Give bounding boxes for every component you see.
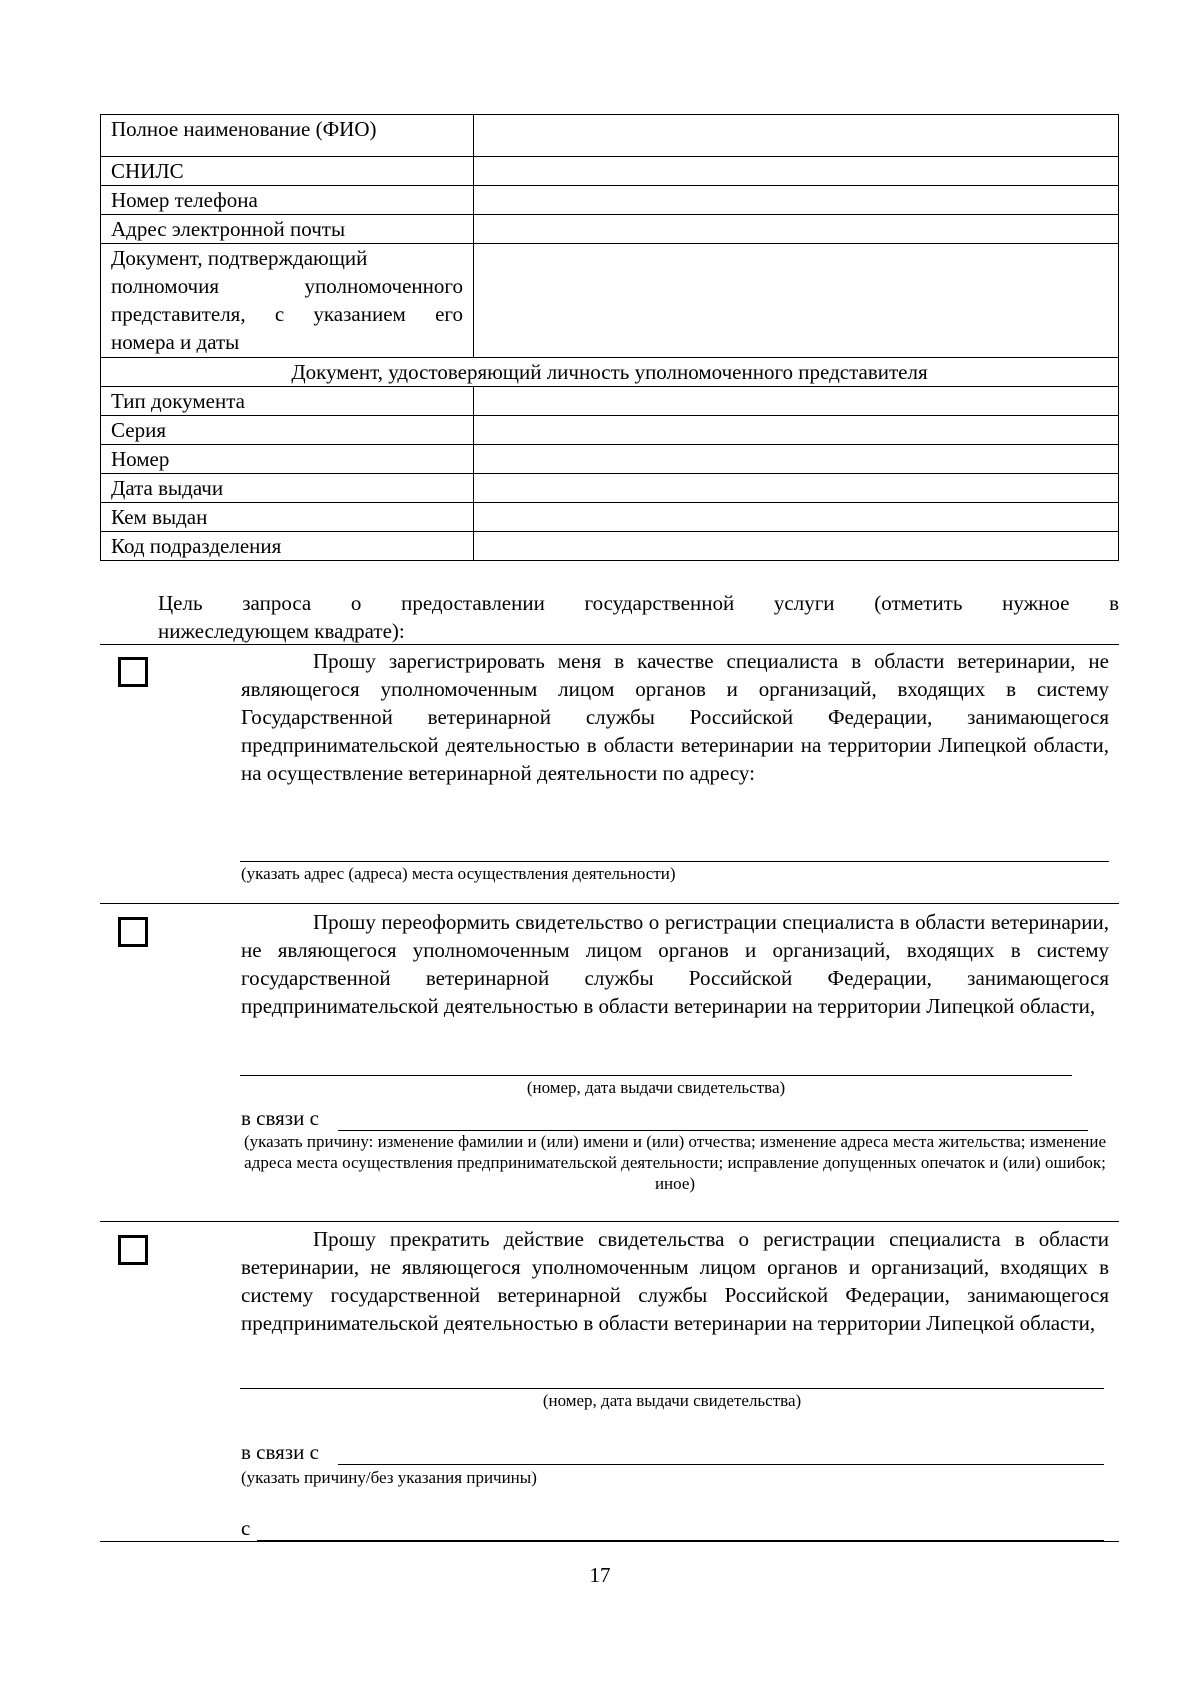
option-register-checkbox[interactable] (118, 657, 148, 687)
address-hint: (указать адрес (адреса) места осуществления деятельности) (241, 864, 676, 883)
division-code-value[interactable] (474, 532, 1119, 561)
page-number: 17 (589, 1563, 611, 1587)
option-reissue-checkbox[interactable] (118, 917, 148, 947)
phone-value[interactable] (474, 186, 1119, 215)
reason-label: в связи с (241, 1106, 319, 1130)
option-terminate-checkbox[interactable] (118, 1235, 148, 1265)
reason-hint: (указать причину: изменение фамилии и (или) имени и (или) отчества; изменение адреса места жительства; изменение адреса места осуществления предпринимательской деятельности; исправление допущенных опечаток и (или) ошибок; иное) (243, 1132, 1107, 1193)
certificate-input-line[interactable] (240, 1075, 1072, 1076)
reason-label: в связи с (241, 1440, 319, 1464)
divider (100, 1221, 1119, 1222)
address-input-line[interactable] (240, 861, 1109, 862)
doc-type-label: Тип документа (101, 387, 474, 416)
certificate-hint: (номер, дата выдачи свидетельства) (542, 1391, 802, 1410)
option-register-text: Прошу зарегистрировать меня в качестве специалиста в области ветеринарии, не являющегося уполномоченным лицом органов и организаций, входящих в систему Государственной ветеринарной службы Российской Федерации, занимающегося предпринимательской деятельностью в области ветеринарии на территории Липецкой области, на осуществление ветеринарной деятельности по адресу: (241, 649, 1109, 785)
full-name-value[interactable] (474, 115, 1119, 157)
issue-date-label: Дата выдачи (101, 474, 474, 503)
certificate-hint: (номер, дата выдачи свидетельства) (526, 1078, 786, 1097)
issued-by-label: Кем выдан (101, 503, 474, 532)
reason-hint: (указать причину/без указания причины) (241, 1468, 537, 1487)
doc-type-value[interactable] (474, 387, 1119, 416)
applicant-info-table (100, 114, 1119, 561)
series-value[interactable] (474, 416, 1119, 445)
issue-date-value[interactable] (474, 474, 1119, 503)
option-reissue-text: Прошу переоформить свидетельство о регистрации специалиста в области ветеринарии, не являющегося уполномоченным лицом органов и организаций, входящих в систему государственной ветеринарной службы Российской Федерации, занимающегося предпринимательской деятельностью в области ветеринарии на территории Липецкой области, (241, 910, 1109, 1018)
phone-label: Номер телефона (101, 186, 474, 215)
divider (100, 1541, 1119, 1542)
email-value[interactable] (474, 215, 1119, 244)
division-code-label: Код подразделения (101, 532, 474, 561)
email-label: Адрес электронной почты (101, 215, 474, 244)
reason-input-line[interactable] (338, 1464, 1104, 1465)
option-terminate-text: Прошу прекратить действие свидетельства о регистрации специалиста в области ветеринарии, не являющегося уполномоченным лицом органов и организаций, входящих в систему государственной ветеринарной службы Российской Федерации, занимающегося предпринимательской деятельностью в области ветеринарии на территории Липецкой области, (241, 1227, 1109, 1335)
purpose-line-1: Цель запроса о предоставлении государственной услуги (отметить нужное в (158, 591, 1119, 615)
full-name-label: Полное наименование (ФИО) (101, 115, 474, 157)
purpose-line-2: нижеследующем квадрате): (158, 619, 405, 643)
representative-document-label: Документ, подтверждающий полномочия уполномоченного представителя, с указанием его номера и даты (101, 244, 474, 358)
snils-label: СНИЛС (101, 157, 474, 186)
from-label: с (241, 1516, 251, 1540)
certificate-input-line[interactable] (240, 1388, 1104, 1389)
series-label: Серия (101, 416, 474, 445)
issued-by-value[interactable] (474, 503, 1119, 532)
number-value[interactable] (474, 445, 1119, 474)
snils-value[interactable] (474, 157, 1119, 186)
number-label: Номер (101, 445, 474, 474)
divider (100, 644, 1119, 645)
identity-section-header: Документ, удостоверяющий личность уполномоченного представителя (101, 358, 1119, 387)
divider (100, 903, 1119, 904)
representative-document-value[interactable] (474, 244, 1119, 358)
